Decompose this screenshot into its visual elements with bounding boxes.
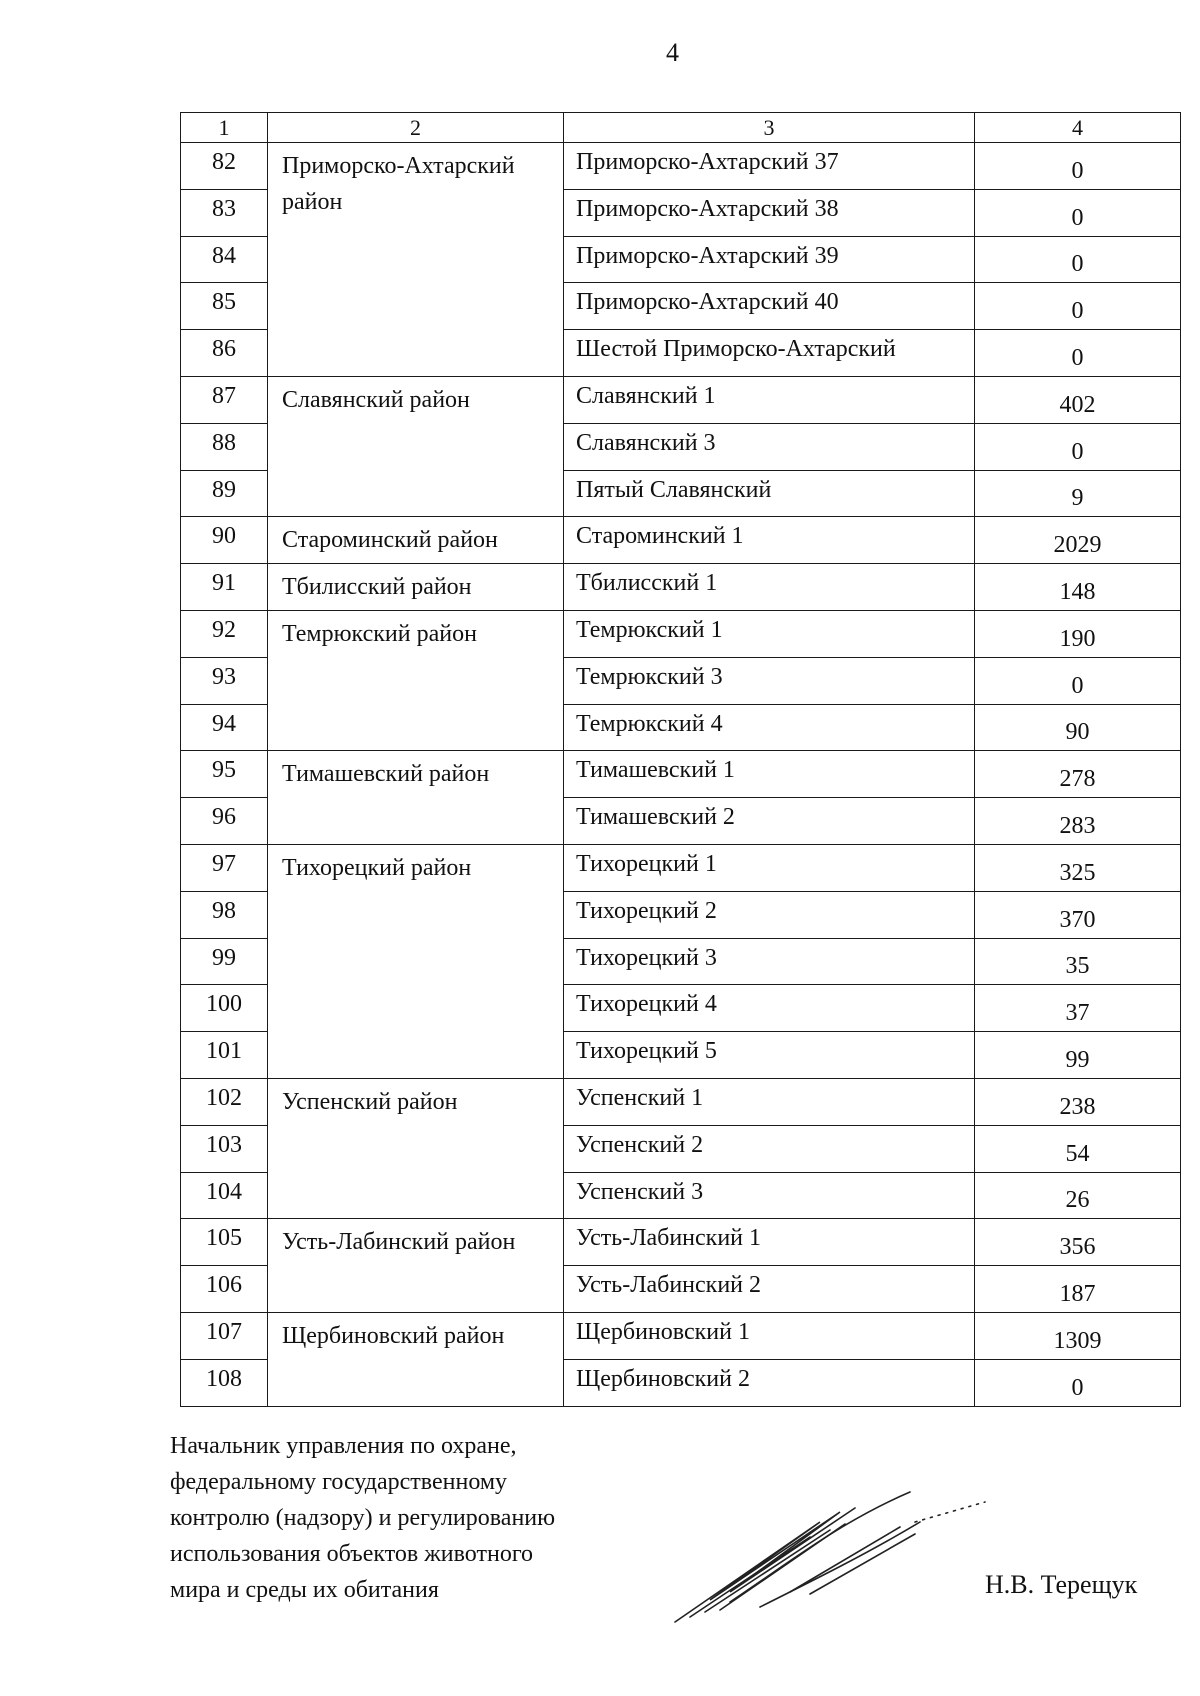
table-header-row (181, 113, 1181, 143)
count-value: 90 (975, 704, 1181, 751)
locality-name: Пятый Славянский (564, 470, 975, 517)
row-number: 102 (181, 1078, 268, 1125)
position-line: контролю (надзору) и регулированию (170, 1505, 556, 1531)
table-row (181, 1078, 1181, 1125)
row-number: 104 (181, 1172, 268, 1219)
header-col-4: 4 (975, 113, 1181, 143)
locality-name: Усть-Лабинский 2 (564, 1266, 975, 1313)
district-name: Усть-Лабинский район (268, 1219, 564, 1313)
count-value: 0 (975, 189, 1181, 236)
district-name: Славянский район (268, 376, 564, 516)
count-value: 0 (975, 283, 1181, 330)
header-col-2: 2 (268, 113, 564, 143)
row-number: 84 (181, 236, 268, 283)
position-line: Начальник управления по охране, (170, 1433, 517, 1459)
count-value: 325 (975, 844, 1181, 891)
locality-name: Тбилисский 1 (564, 564, 975, 611)
row-number: 83 (181, 189, 268, 236)
district-name: Тихорецкий район (268, 844, 564, 1078)
row-number: 105 (181, 1219, 268, 1266)
locality-name: Тимашевский 2 (564, 798, 975, 845)
count-value: 1309 (975, 1312, 1181, 1359)
count-value: 0 (975, 1359, 1181, 1406)
table-row (181, 610, 1181, 657)
district-name: Успенский район (268, 1078, 564, 1218)
row-number: 86 (181, 330, 268, 377)
locality-name: Щербиновский 1 (564, 1312, 975, 1359)
page-number: 4 (666, 38, 679, 67)
locality-name: Тимашевский 1 (564, 751, 975, 798)
count-value: 54 (975, 1125, 1181, 1172)
row-number: 87 (181, 376, 268, 423)
row-number: 101 (181, 1032, 268, 1079)
row-number: 94 (181, 704, 268, 751)
count-value: 370 (975, 891, 1181, 938)
locality-name: Темрюкский 3 (564, 657, 975, 704)
count-value: 9 (975, 470, 1181, 517)
count-value: 0 (975, 236, 1181, 283)
row-number: 88 (181, 423, 268, 470)
row-number: 91 (181, 564, 268, 611)
locality-name: Приморско-Ахтарский 40 (564, 283, 975, 330)
row-number: 98 (181, 891, 268, 938)
count-value: 238 (975, 1078, 1181, 1125)
handwritten-signature (670, 1482, 990, 1632)
count-value: 148 (975, 564, 1181, 611)
row-number: 108 (181, 1359, 268, 1406)
position-line: федеральному государственному (170, 1469, 508, 1495)
locality-name: Усть-Лабинский 1 (564, 1219, 975, 1266)
row-number: 107 (181, 1312, 268, 1359)
locality-name: Шестой Приморско-Ахтарский (564, 330, 975, 377)
district-name: Староминский район (268, 517, 564, 564)
table-row (181, 1219, 1181, 1266)
locality-name: Староминский 1 (564, 517, 975, 564)
locality-name: Славянский 3 (564, 423, 975, 470)
position-line: использования объектов животного (170, 1541, 534, 1567)
locality-name: Темрюкский 4 (564, 704, 975, 751)
row-number: 90 (181, 517, 268, 564)
row-number: 85 (181, 283, 268, 330)
row-number: 82 (181, 143, 268, 190)
locality-name: Приморско-Ахтарский 37 (564, 143, 975, 190)
count-value: 0 (975, 143, 1181, 190)
count-value: 402 (975, 376, 1181, 423)
signer-name: Н.В. Терещук (985, 1570, 1138, 1599)
row-number: 89 (181, 470, 268, 517)
table-row (181, 376, 1181, 423)
locality-name: Успенский 3 (564, 1172, 975, 1219)
count-value: 278 (975, 751, 1181, 798)
count-value: 35 (975, 938, 1181, 985)
count-value: 99 (975, 1032, 1181, 1079)
row-number: 93 (181, 657, 268, 704)
table-row (181, 1312, 1181, 1359)
locality-name: Темрюкский 1 (564, 610, 975, 657)
locality-name: Тихорецкий 2 (564, 891, 975, 938)
table-row (181, 143, 1181, 190)
row-number: 97 (181, 844, 268, 891)
count-value: 283 (975, 798, 1181, 845)
row-number: 99 (181, 938, 268, 985)
table-row (181, 517, 1181, 564)
locality-name: Тихорецкий 5 (564, 1032, 975, 1079)
count-value: 26 (975, 1172, 1181, 1219)
count-value: 2029 (975, 517, 1181, 564)
locality-name: Успенский 2 (564, 1125, 975, 1172)
count-value: 0 (975, 423, 1181, 470)
locality-name: Приморско-Ахтарский 39 (564, 236, 975, 283)
count-value: 187 (975, 1266, 1181, 1313)
district-name: Тбилисский район (268, 564, 564, 611)
count-value: 0 (975, 657, 1181, 704)
locality-name: Тихорецкий 1 (564, 844, 975, 891)
row-number: 95 (181, 751, 268, 798)
row-number: 96 (181, 798, 268, 845)
row-number: 100 (181, 985, 268, 1032)
row-number: 106 (181, 1266, 268, 1313)
locality-name: Щербиновский 2 (564, 1359, 975, 1406)
table-row (181, 751, 1181, 798)
locality-name: Приморско-Ахтарский 38 (564, 189, 975, 236)
position-line: мира и среды их обитания (170, 1577, 439, 1603)
data-table (180, 112, 1181, 1407)
table-body (181, 143, 1181, 1407)
locality-name: Славянский 1 (564, 376, 975, 423)
district-name: Щербиновский район (268, 1312, 564, 1406)
locality-name: Тихорецкий 4 (564, 985, 975, 1032)
count-value: 356 (975, 1219, 1181, 1266)
table-row (181, 564, 1181, 611)
count-value: 190 (975, 610, 1181, 657)
row-number: 103 (181, 1125, 268, 1172)
signatory-position (170, 1428, 555, 1608)
count-value: 37 (975, 985, 1181, 1032)
table-row (181, 844, 1181, 891)
locality-name: Тихорецкий 3 (564, 938, 975, 985)
district-name: Темрюкский район (268, 610, 564, 750)
header-col-3: 3 (564, 113, 975, 143)
count-value: 0 (975, 330, 1181, 377)
row-number: 92 (181, 610, 268, 657)
header-col-1: 1 (181, 113, 268, 143)
district-name: Тимашевский район (268, 751, 564, 845)
locality-name: Успенский 1 (564, 1078, 975, 1125)
district-name: Приморско-Ахтарский район (268, 143, 564, 377)
